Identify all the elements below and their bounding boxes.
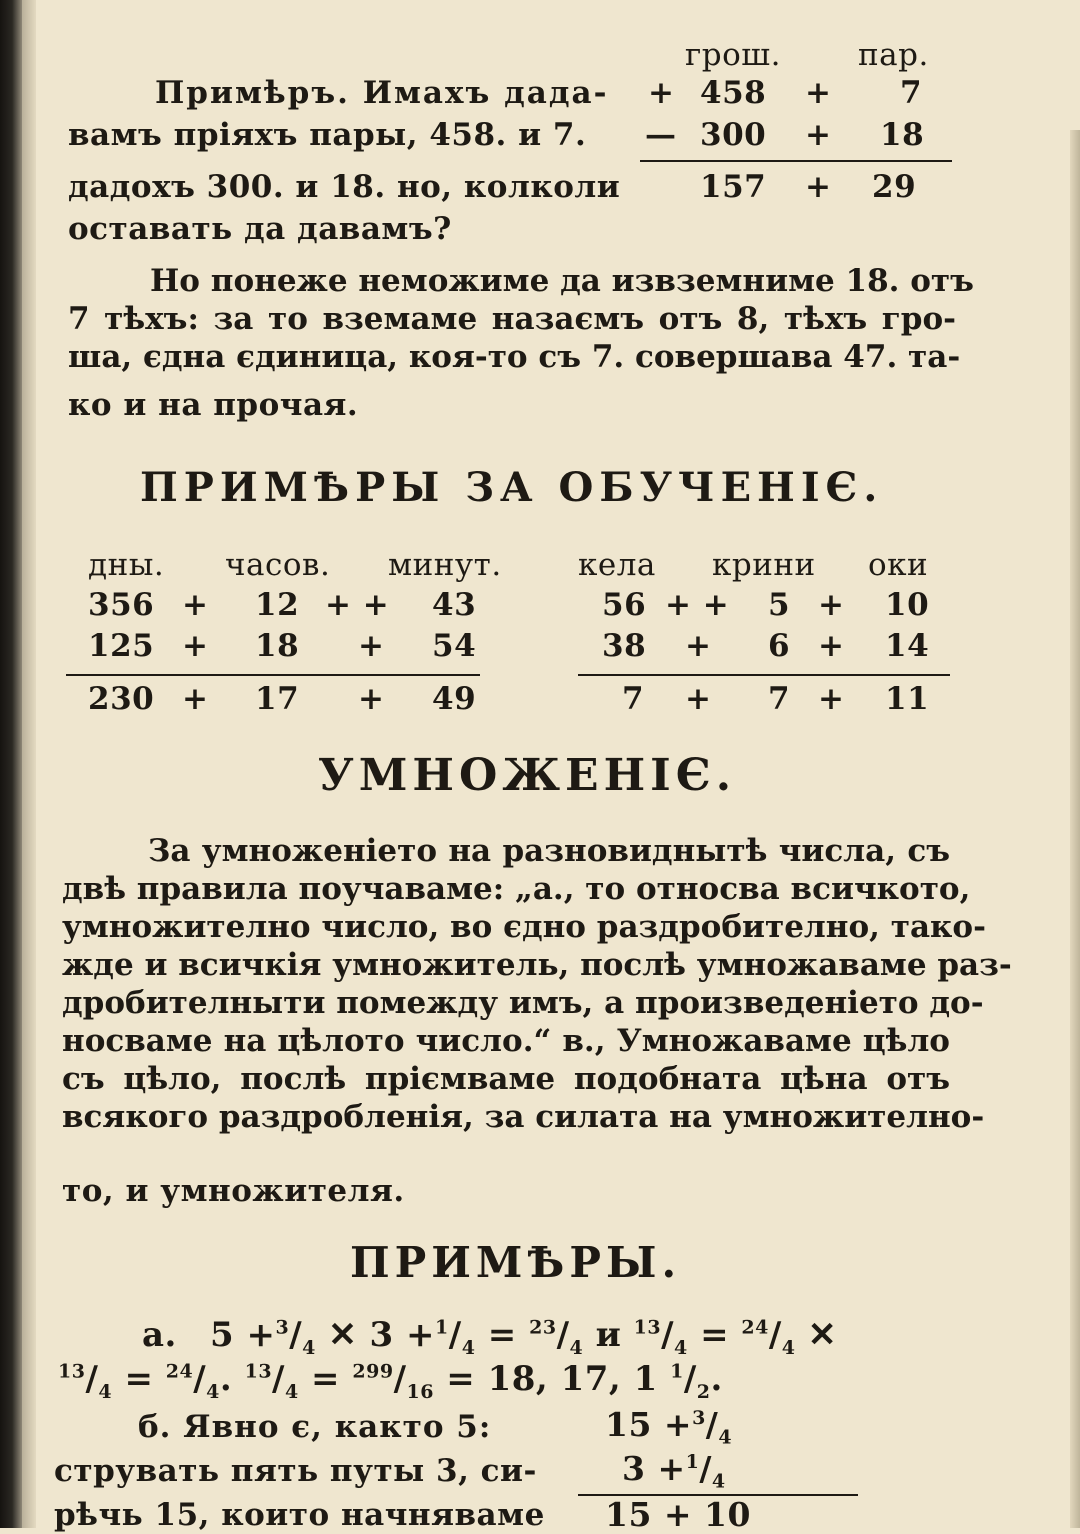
equals: = xyxy=(487,1315,517,1355)
table-header-chasov: часов. xyxy=(225,547,331,583)
paragraph-1-line: ша, єдна єдиница, коя-то съ 7. совершава 47. та- xyxy=(68,339,961,375)
paragraph-2-line: носваме на цѣлото число.“ в., Умножаваме цѣло xyxy=(62,1023,950,1059)
ex1-row2-sign2: + xyxy=(805,117,832,153)
result-text: = 18, 17, 1 xyxy=(446,1359,658,1399)
frac-den: 4 xyxy=(206,1380,220,1403)
example1-line3: дадохъ 300. и 18. но, колколи xyxy=(68,169,621,205)
table-cell: 356 xyxy=(88,587,155,623)
table-cell: + xyxy=(358,681,385,717)
table-header-kela: кела xyxy=(578,547,656,583)
equals: = xyxy=(124,1359,154,1399)
frac-num: 24 xyxy=(165,1360,194,1383)
page-right-edge xyxy=(1070,130,1080,1528)
table-cell: + xyxy=(182,681,209,717)
period: . xyxy=(710,1359,723,1399)
page-gutter xyxy=(22,0,36,1528)
frac-num: 3 xyxy=(692,1407,706,1429)
example-b-line3: рѣчь 15, които начняваме xyxy=(54,1497,545,1533)
table-cell: + xyxy=(818,681,845,717)
whole-part: 15 + xyxy=(605,1405,693,1444)
example-a-line1: $5 +^3/_4$ ✕ $3 +^1/_4 = ^{23}/_4$ и $^{13}/_4 = ^{24}/_4$ ✕ xyxy=(210,1315,837,1359)
frac-den: 4 xyxy=(461,1336,476,1359)
example1-line2: вамъ пріяхъ пары, 458. и 7. xyxy=(68,117,587,153)
example-b-row3: 15 + 10 xyxy=(605,1495,751,1534)
table-cell: + + xyxy=(325,587,390,623)
table-cell: 56 xyxy=(602,587,647,623)
table-cell: 7 xyxy=(622,681,645,717)
frac-num: 1 xyxy=(685,1451,700,1473)
ex1-row2-sign1: — xyxy=(645,117,677,153)
table-header-minut: минут. xyxy=(388,547,502,583)
frac-num: 1 xyxy=(435,1316,449,1339)
frac-den: 4 xyxy=(284,1380,299,1403)
multiply-op: ✕ xyxy=(807,1315,837,1355)
frac-den: 4 xyxy=(781,1336,796,1359)
ex1-row3-grosh: 157 xyxy=(700,169,767,205)
frac-num: 3 xyxy=(275,1316,290,1339)
paragraph-1-line: Но понеже неможиме да извземниме 18. отъ xyxy=(150,263,974,299)
table-cell: + xyxy=(685,681,712,717)
ex1-row1-sign2: + xyxy=(805,75,832,111)
table-cell: 54 xyxy=(432,628,477,664)
heading-umnozhenie: УМНОЖЕНІЄ. xyxy=(318,750,737,801)
equals: = xyxy=(311,1359,341,1399)
paragraph-1-line: 7 тѣхъ: за то вземаме назаємъ отъ 8, тѣхъ гро- xyxy=(68,301,956,337)
example1-line4: оставать да давамъ? xyxy=(68,211,452,247)
paragraph-2-line: умножително число, во єдно раздробително, тако- xyxy=(62,909,986,945)
frac-den: 4 xyxy=(98,1380,113,1403)
ex1-sum-rule xyxy=(640,160,952,162)
heading-primery-za-obuchenie: ПРИМѢРЫ ЗА ОБУЧЕНІЄ. xyxy=(140,464,884,511)
example-b-line1: б. Явно є, както 5: xyxy=(138,1409,492,1445)
frac-num: 13 xyxy=(244,1360,273,1383)
table-cell: 14 xyxy=(885,628,930,664)
paragraph-2 xyxy=(62,832,1012,1136)
heading-primery: ПРИМѢРЫ. xyxy=(350,1238,682,1287)
column-header-par: пар. xyxy=(858,37,929,73)
paragraph-2-line: жде и всичкія умножитель, послѣ умножаваме раз- xyxy=(62,947,1012,983)
ex1-row3-par: 29 xyxy=(872,169,917,205)
frac-den: 4 xyxy=(569,1336,584,1359)
table-cell: 7 xyxy=(768,681,791,717)
example-a-line2: $^{13}/_4 = ^{24}/_4$. $^{13}/_4 = ^{299}/_{16} = 18$, 17, 1 $^1/_2$. xyxy=(58,1359,723,1403)
paragraph-2-line: За умноженіето на разновиднытѣ числа, съ xyxy=(148,833,950,869)
frac-den: 4 xyxy=(718,1426,733,1449)
table-cell: + xyxy=(818,628,845,664)
paragraph-2-line: всякого раздробленія, за силата на умножително- xyxy=(62,1099,985,1135)
book-spine-shadow xyxy=(0,0,22,1528)
table-header-dny: дны. xyxy=(88,547,165,583)
frac-den: 4 xyxy=(302,1336,316,1359)
paragraph-2-last-line: то, и умножителя. xyxy=(62,1173,405,1209)
ex1-row1-grosh: 458 xyxy=(700,75,767,111)
paragraph-1 xyxy=(68,262,974,376)
conjunction: и xyxy=(595,1315,622,1355)
table-header-oki: оки xyxy=(868,547,929,583)
column-header-grosh: грош. xyxy=(685,37,781,73)
equals: = xyxy=(700,1315,730,1355)
table-cell: 11 xyxy=(885,681,930,717)
paragraph-2-line: съ цѣло, послѣ пріємваме подобната цѣна отъ xyxy=(62,1061,950,1097)
table-cell: + xyxy=(685,628,712,664)
frac-num: 13 xyxy=(58,1360,86,1383)
frac-den: 2 xyxy=(696,1380,711,1403)
frac-num: 24 xyxy=(741,1316,769,1339)
table-sum-rule-left xyxy=(66,674,480,676)
table-cell: 18 xyxy=(255,628,300,664)
table-cell: + xyxy=(182,587,209,623)
example1-line1: Примѣръ. Имахъ дада- xyxy=(155,75,609,111)
table-cell: 12 xyxy=(255,587,300,623)
frac-num: 299 xyxy=(352,1360,394,1383)
table-cell: 17 xyxy=(255,681,300,717)
frac-den: 4 xyxy=(711,1470,726,1493)
ex1-row1-par: 7 xyxy=(900,75,923,111)
table-cell: + xyxy=(358,628,385,664)
table-cell: 5 xyxy=(768,587,791,623)
example-b-row1: $15 +^3/_4$ xyxy=(605,1405,733,1449)
frac-den: 16 xyxy=(406,1380,434,1403)
table-cell: 49 xyxy=(432,681,477,717)
example-b-line2: струвать пять путы 3, си- xyxy=(54,1453,537,1489)
table-cell: 38 xyxy=(602,628,647,664)
multiply-op: ✕ 3 + xyxy=(328,1315,436,1355)
whole-part: 3 + xyxy=(622,1449,686,1488)
frac-num: 1 xyxy=(670,1360,684,1383)
table-sum-rule-right xyxy=(578,674,950,676)
example-a-label: а. xyxy=(142,1315,177,1355)
paragraph-2-line: двѣ правила поучаваме: „а., то относва всичкото, xyxy=(62,871,971,907)
example-b-row2: $3 +^1/_4$ xyxy=(622,1449,726,1493)
paragraph-1-last-line: ко и на прочая. xyxy=(68,387,359,423)
table-header-krini: крини xyxy=(712,547,816,583)
expr-text: 5 + xyxy=(210,1315,276,1355)
table-cell: 10 xyxy=(885,587,930,623)
frac-num: 13 xyxy=(633,1316,662,1339)
table-cell: 230 xyxy=(88,681,155,717)
table-cell: + xyxy=(818,587,845,623)
paragraph-2-line: дробителныти помежду имъ, а произведеніето до- xyxy=(62,985,984,1021)
ex1-row2-par: 18 xyxy=(880,117,925,153)
table-cell: + xyxy=(182,628,209,664)
table-cell: 6 xyxy=(768,628,791,664)
ex1-row2-grosh: 300 xyxy=(700,117,767,153)
period: . xyxy=(219,1359,233,1399)
table-cell: 43 xyxy=(432,587,477,623)
frac-num: 23 xyxy=(529,1316,557,1339)
table-cell: 125 xyxy=(88,628,155,664)
ex1-row1-sign1: + xyxy=(648,75,675,111)
table-cell: + + xyxy=(665,587,730,623)
frac-den: 4 xyxy=(674,1336,688,1359)
ex1-row3-sign2: + xyxy=(805,169,832,205)
